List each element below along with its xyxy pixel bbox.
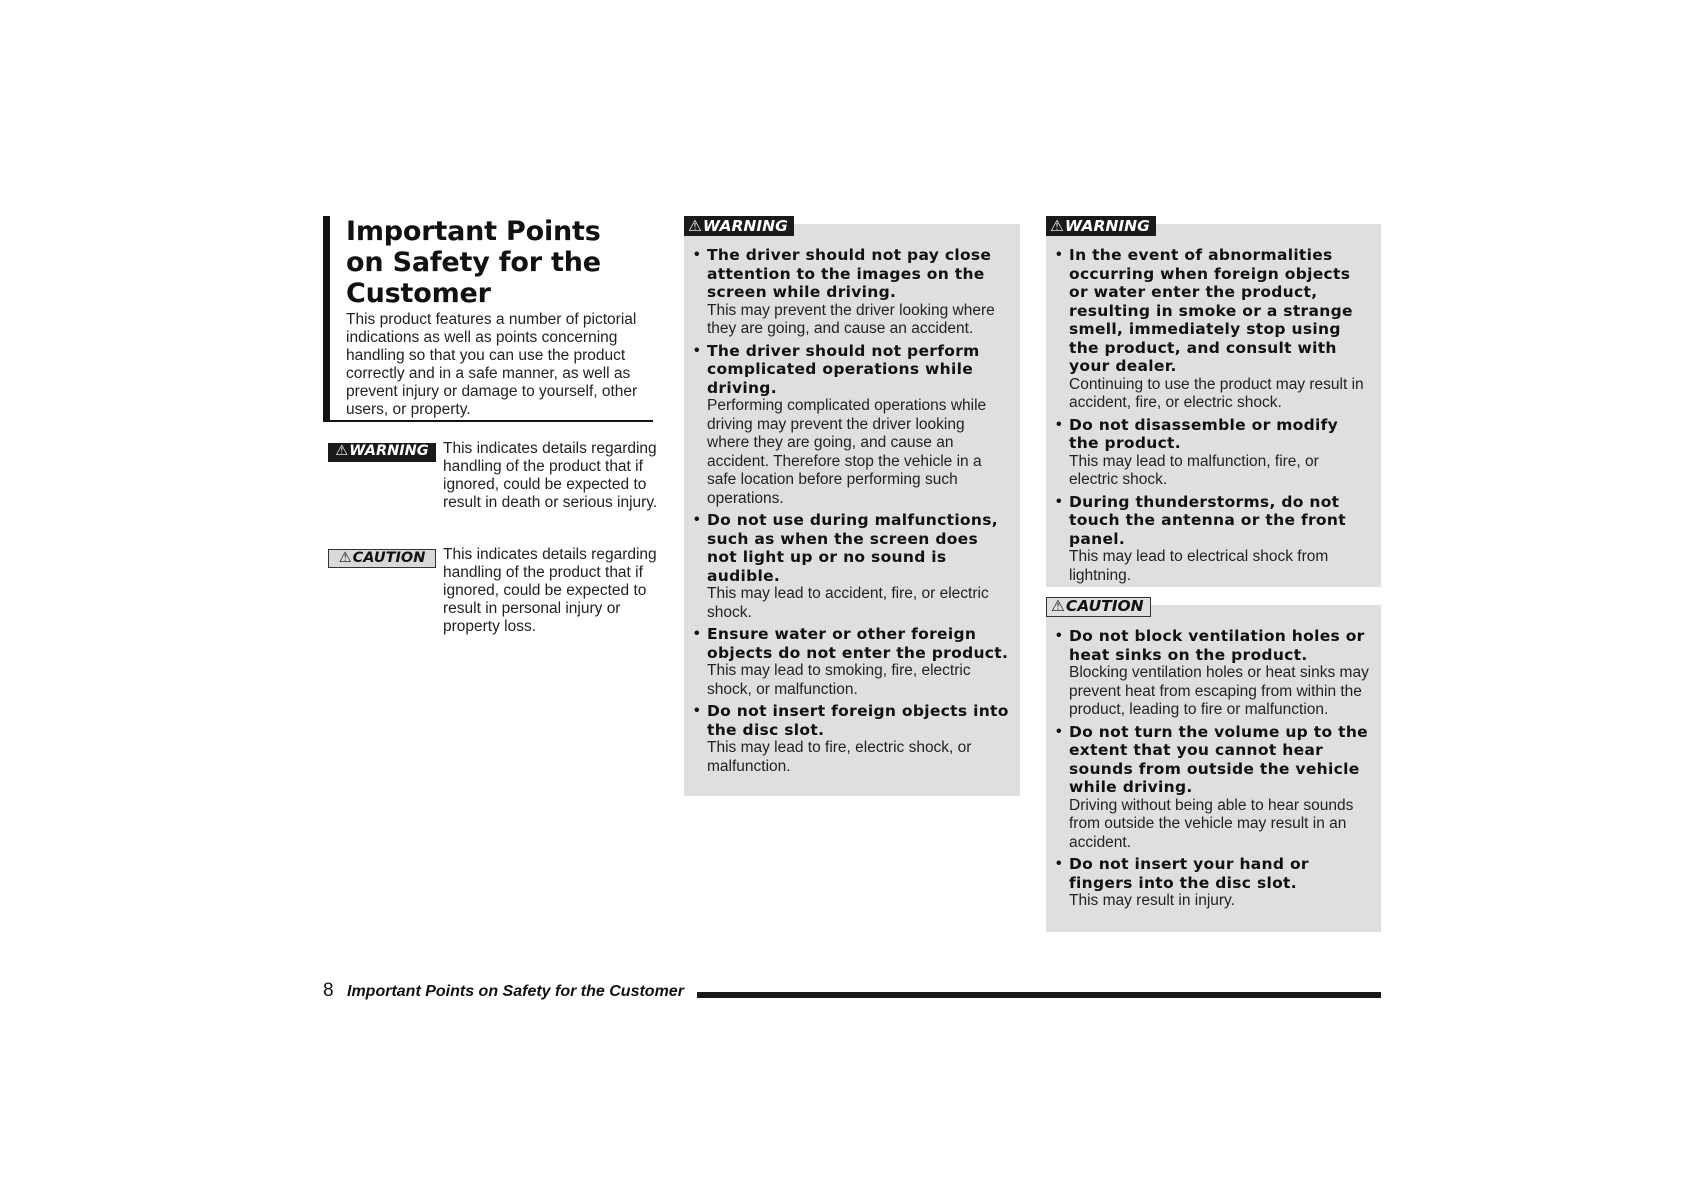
warning-triangle-icon: ⚠ — [335, 443, 349, 459]
item-body: Driving without being able to hear sounds from outside the vehicle may result in an accident. — [1069, 796, 1354, 851]
list-item — [1056, 416, 1371, 490]
item-body: This may lead to malfunction, fire, or electric shock. — [1069, 452, 1319, 488]
caution-label-text: CAUTION — [352, 550, 426, 566]
intro-paragraph: This product features a number of pictorial indications as well as points concerning handling so that you can use the product correctly and in a safe manner, as well as prevent injury or damage to yourself, other users, or property. — [346, 311, 638, 418]
title-line: Customer — [346, 278, 491, 309]
list-item — [1056, 855, 1371, 911]
list-item — [694, 702, 1010, 776]
page-title — [346, 216, 653, 309]
warning-box-1 — [684, 217, 1020, 796]
warning-box-2 — [1046, 217, 1381, 587]
item-body: This may lead to accident, fire, or electric shock. — [707, 585, 989, 621]
item-body: This may lead to electrical shock from lightning. — [1069, 548, 1329, 584]
item-heading: • During thunderstorms, do not touch the antenna or the front panel. — [1069, 492, 1346, 548]
item-heading: • Ensure water or other foreign objects do not enter the product. — [707, 625, 1009, 662]
caution-triangle-icon: ⚠ — [1051, 597, 1065, 615]
footer-rule — [697, 992, 1381, 998]
item-heading: • Do not insert foreign objects into the disc slot. — [707, 702, 1009, 739]
caution-triangle-icon: ⚠ — [338, 550, 352, 566]
warning-box-label — [1046, 216, 1156, 236]
warning-triangle-icon: ⚠ — [688, 217, 702, 235]
warning-label-text: WARNING — [349, 443, 429, 459]
item-body: Continuing to use the product may result in accident, fire, or electric shock. — [1069, 375, 1364, 411]
item-heading: • Do not turn the volume up to the extent that you cannot hear sounds from outside the vehicle while driving. — [1069, 722, 1368, 796]
item-heading: • Do not insert your hand or fingers into the disc slot. — [1069, 855, 1309, 892]
page-number: 8 — [323, 980, 334, 1001]
caution-label — [328, 549, 436, 568]
item-heading: • The driver should not perform complicated operations while driving. — [707, 341, 980, 397]
caution-box — [1046, 597, 1381, 932]
item-heading: • Do not use during malfunctions, such as when the screen does not light up or no sound is audible. — [707, 511, 998, 585]
item-body: This may result in injury. — [1069, 892, 1235, 909]
title-line: Important Points — [346, 216, 601, 247]
item-heading: • In the event of abnormalities occurring when foreign objects or water enter the product, resulting in smoke or a strange smell, immediately stop using the product, and consult with your dealer. — [1069, 246, 1353, 375]
warning-box-label-text: WARNING — [702, 217, 788, 235]
warning-label — [328, 443, 436, 462]
list-item — [694, 246, 1010, 339]
item-body: This may prevent the driver looking where they are going, and cause an accident. — [707, 301, 995, 337]
list-item — [694, 511, 1010, 622]
intro-section — [323, 216, 653, 422]
list-item — [694, 342, 1010, 509]
item-body: This may lead to fire, electric shock, or malfunction. — [707, 739, 972, 775]
page-footer — [323, 980, 1381, 1002]
item-body: Performing complicated operations while driving may prevent the driver looking where they are going, and cause an accident. Therefore stop the vehicle in a safe location before performing such operations. — [707, 397, 987, 507]
list-item — [1056, 493, 1371, 586]
warning-box-label — [684, 216, 794, 236]
item-heading: • Do not block ventilation holes or heat sinks on the product. — [1069, 627, 1365, 664]
caution-box-label — [1046, 597, 1151, 617]
list-item — [1056, 627, 1371, 720]
item-heading: • The driver should not pay close attention to the images on the screen while driving. — [707, 246, 992, 301]
item-body: This may lead to smoking, fire, electric shock, or malfunction. — [707, 662, 971, 698]
warning-box-label-text: WARNING — [1064, 217, 1150, 235]
list-item — [1056, 246, 1371, 413]
list-item — [694, 625, 1010, 699]
item-body: Blocking ventilation holes or heat sinks may prevent heat from escaping from within the product, leading to fire or malfunction. — [1069, 664, 1369, 718]
legend-warning-text: This indicates details regarding handling of the product that if ignored, could be expected to result in death or serious injury. — [443, 440, 658, 511]
legend-caution-text: This indicates details regarding handling of the product that if ignored, could be expected to result in personal injury or property loss. — [443, 546, 657, 635]
caution-box-label-text: CAUTION — [1065, 597, 1144, 615]
list-item — [1056, 723, 1371, 853]
item-heading: • Do not disassemble or modify the product. — [1069, 415, 1339, 452]
footer-title: Important Points on Safety for the Customer — [347, 983, 684, 1000]
title-line: on Safety for the — [346, 247, 601, 278]
warning-triangle-icon: ⚠ — [1050, 217, 1064, 235]
